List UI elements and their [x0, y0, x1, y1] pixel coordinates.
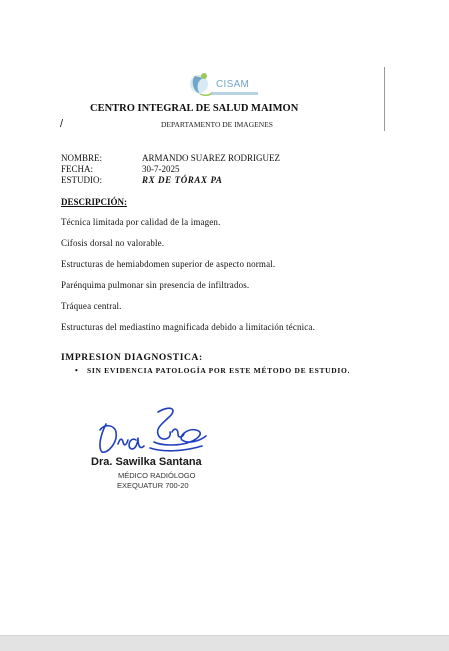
study-value: RX DE TÓRAX PA [142, 175, 223, 185]
impression-item [75, 366, 350, 375]
impression-heading: IMPRESION DIAGNOSTICA: [61, 353, 203, 363]
center-title: CENTRO INTEGRAL DE SALUD MAIMON [90, 103, 299, 114]
department-name: DEPARTAMENTO DE IMAGENES [161, 120, 273, 129]
description-paragraph: Cifosis dorsal no valorable. [61, 238, 165, 248]
impression-item-text: SIN EVIDENCIA PATOLOGÍA POR ESTE MÉTODO DE ESTUDIO. [87, 366, 351, 375]
description-paragraph: Tráquea central. [61, 301, 122, 311]
study-label: ESTUDIO: [61, 175, 102, 185]
description-paragraph: Estructuras del mediastino magnificada debido a limitación técnica. [61, 322, 315, 332]
study-row [61, 175, 223, 185]
window-bottom-bar [0, 635, 449, 651]
handwritten-signature [92, 402, 214, 460]
description-paragraph: Estructuras de hemiabdomen superior de aspecto normal. [61, 259, 276, 269]
bullet-icon: • [75, 366, 79, 375]
patient-name-row [61, 153, 280, 163]
date-value: 30-7-2025 [142, 164, 180, 174]
patient-name-label: NOMBRE: [61, 153, 103, 163]
description-paragraph: Técnica limitada por calidad de la imagen. [61, 217, 221, 227]
date-label: FECHA: [61, 164, 94, 174]
logo-underline [212, 92, 258, 95]
patient-name-value: ARMANDO SUAREZ RODRIGUEZ [142, 153, 281, 163]
signatory-role: MÉDICO RADIÓLOGO [118, 471, 196, 480]
description-heading: DESCRIPCIÓN: [61, 197, 128, 207]
margin-guide-line [384, 67, 385, 131]
date-row [61, 164, 180, 174]
logo-wordmark: CISAM [216, 79, 250, 90]
text-cursor-mark: / [60, 118, 64, 130]
signatory-exequatur: EXEQUATUR 700-20 [117, 481, 189, 490]
signatory-name: Dra. Sawilka Santana [91, 456, 202, 468]
description-paragraph: Parénquima pulmonar sin presencia de infiltrados. [61, 280, 250, 290]
